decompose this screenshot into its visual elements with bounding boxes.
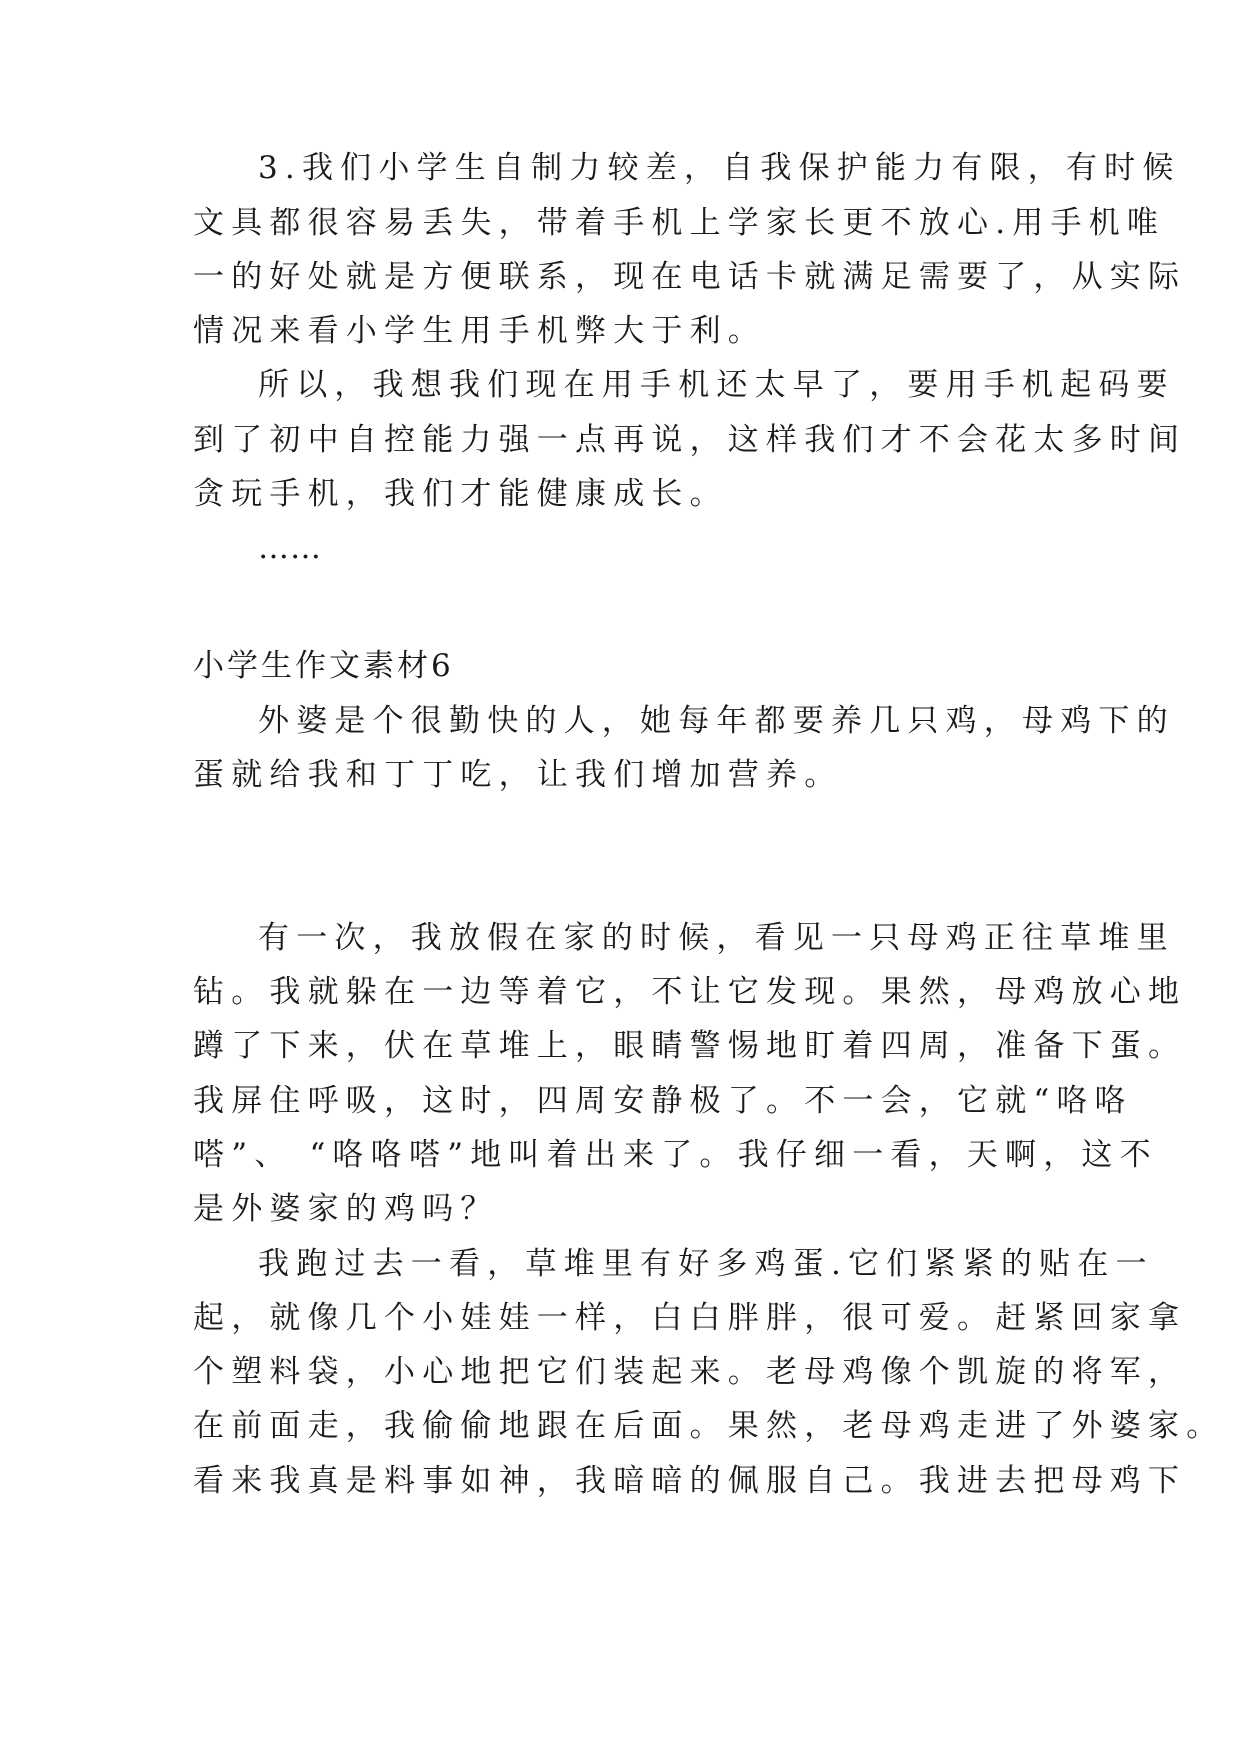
paragraph-line: 个塑料袋，小心地把它们装起来。老母鸡像个凯旋的将军，: [193, 1354, 1187, 1390]
paragraph-line: 所以，我想我们现在用手机还太早了，要用手机起码要: [258, 367, 1175, 403]
paragraph-line: 我屏住呼吸，这时，四周安静极了。不一会，它就“咯咯: [193, 1083, 1133, 1119]
paragraph-line: 一的好处就是方便联系，现在电话卡就满足需要了，从实际: [193, 259, 1187, 295]
paragraph-line: 贪玩手机，我们才能健康成长。: [193, 476, 728, 512]
paragraph-line: 在前面走，我偷偷地跟在后面。果然，老母鸡走进了外婆家。: [193, 1408, 1225, 1444]
paragraph-line: 钻。我就躲在一边等着它，不让它发现。果然，母鸡放心地: [193, 974, 1187, 1010]
paragraph-line: 起，就像几个小娃娃一样，白白胖胖，很可爱。赶紧回家拿: [193, 1300, 1187, 1336]
ellipsis: ……: [258, 530, 322, 566]
paragraph-line: 3.我们小学生自制力较差，自我保护能力有限，有时候: [258, 150, 1181, 186]
paragraph-line: 看来我真是料事如神，我暗暗的佩服自己。我进去把母鸡下: [193, 1463, 1187, 1499]
paragraph-line: 到了初中自控能力强一点再说，这样我们才不会花太多时间: [193, 422, 1187, 458]
paragraph-line: 外婆是个很勤快的人，她每年都要养几只鸡，母鸡下的: [258, 703, 1175, 739]
paragraph-line: 文具都很容易丢失，带着手机上学家长更不放心.用手机唯: [193, 205, 1166, 241]
paragraph-line: 蛋就给我和丁丁吃，让我们增加营养。: [193, 757, 843, 793]
section-title: 小学生作文素材6: [193, 648, 454, 684]
paragraph-line: 情况来看小学生用手机弊大于利。: [193, 313, 766, 349]
paragraph-line: 有一次，我放假在家的时候，看见一只母鸡正往草堆里: [258, 920, 1175, 956]
paragraph-line: 我跑过去一看，草堆里有好多鸡蛋.它们紧紧的贴在一: [258, 1246, 1154, 1282]
paragraph-line: 是外婆家的鸡吗？: [193, 1191, 499, 1227]
paragraph-line: 蹲了下来，伏在草堆上，眼睛警惕地盯着四周，准备下蛋。: [193, 1028, 1187, 1064]
paragraph-line: 嗒”、 “咯咯嗒”地叫着出来了。我仔细一看，天啊，这不: [193, 1137, 1158, 1173]
